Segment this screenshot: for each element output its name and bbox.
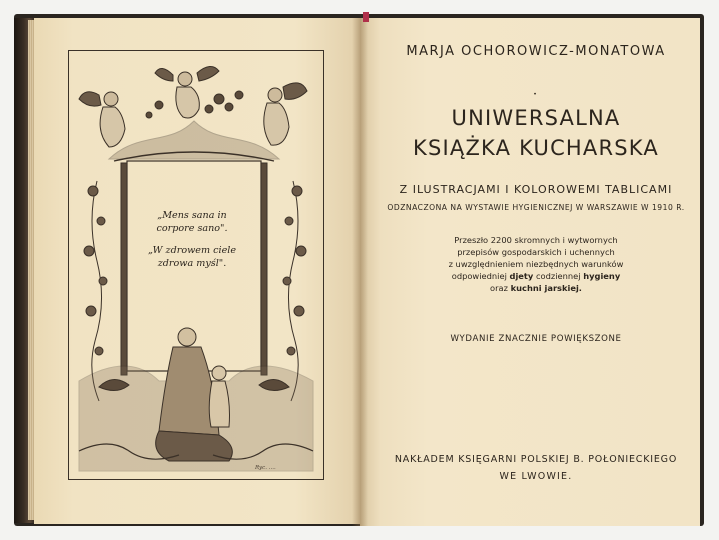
right-pillar bbox=[261, 163, 267, 375]
award-note: ODZNACZONA NA WYSTAWIE HYGIENICZNEJ W WARSZAWIE W 1910 R. bbox=[387, 203, 685, 212]
motto-1-line-1: „Mens sana in bbox=[157, 210, 227, 221]
edition-note: WYDANIE ZNACZNIE POWIĘKSZONE bbox=[450, 334, 622, 344]
description-line-4-bold-2: hygieny bbox=[583, 271, 621, 282]
motto-2-line-2: zdrowa myśl". bbox=[157, 257, 227, 269]
artist-signature: Ryc. .... bbox=[255, 465, 276, 471]
description-line-4-prefix: odpowiedniej bbox=[451, 271, 507, 282]
left-flower-vine bbox=[84, 181, 107, 401]
publisher-line-1: NAKŁADEM KSIĘGARNI POLSKIEJ B. POŁONIECKIEGO bbox=[394, 454, 678, 465]
author-name: MARJA OCHOROWICZ-MONATOWA bbox=[406, 44, 666, 59]
child-figure bbox=[209, 366, 229, 427]
description-line-2: przepisów gospodarskich i uchennych bbox=[457, 247, 615, 258]
description-block bbox=[420, 234, 652, 295]
publisher-line-2: WE LWOWIE. bbox=[499, 471, 573, 482]
motto-2-line-1: „W zdrowem ciele bbox=[148, 244, 236, 256]
left-pillar bbox=[121, 163, 127, 375]
cherub-top-right bbox=[264, 83, 307, 145]
book-title-line-2: KSIĄŻKA KUCHARSKA bbox=[413, 136, 659, 160]
motto-text bbox=[132, 210, 252, 280]
description-line-5-prefix: oraz bbox=[490, 283, 508, 294]
top-cartouche bbox=[109, 121, 279, 159]
description-line-4-mid: codziennej bbox=[535, 271, 581, 282]
right-flower-vine bbox=[283, 181, 306, 401]
book-gutter bbox=[352, 18, 368, 526]
ornament-dot: • bbox=[533, 91, 537, 98]
description-line-4 bbox=[420, 270, 652, 282]
description-line-5 bbox=[420, 282, 652, 294]
description-line-3: z uwzględnieniem niezbędnych warunków bbox=[448, 259, 624, 270]
description-line-5-bold: kuchni jarskiej. bbox=[510, 283, 582, 294]
motto-1-line-2: corpore sano". bbox=[156, 222, 228, 234]
book-title-line-1: UNIWERSALNA bbox=[451, 106, 621, 130]
subtitle: Z ILUSTRACJAMI I KOLOROWEMI TABLICAMI bbox=[399, 183, 673, 196]
description-line-1: Przeszło 2200 skromnych i wytwornych bbox=[454, 235, 618, 245]
cherub-top-left bbox=[79, 92, 125, 147]
bookmark-ribbon bbox=[363, 12, 369, 22]
description-line-4-bold-1: djety bbox=[509, 271, 534, 282]
